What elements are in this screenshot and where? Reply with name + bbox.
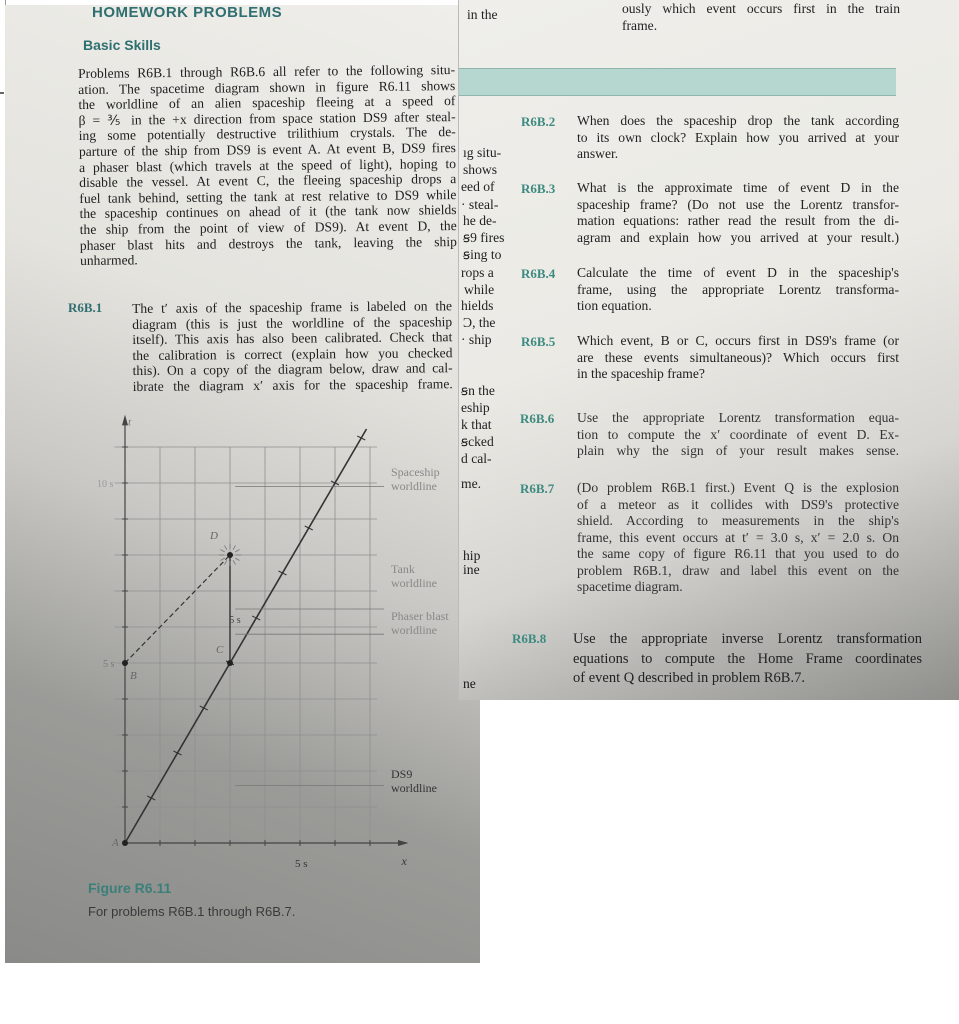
text-line: spaceship frame? (Do not use the Lorentz transfor- xyxy=(577,196,899,212)
text-line: parture of the ship from DS9 is event A. At event B, DS9 fires xyxy=(78,140,456,159)
underlying-page-fragment: me. xyxy=(461,476,482,491)
explosion-burst-icon xyxy=(235,550,239,553)
text-line: the ship from the point of view of DS9). At event D, the xyxy=(79,217,457,237)
underlying-page-fragment: d cal- xyxy=(461,451,492,466)
explosion-burst-icon xyxy=(220,550,224,553)
explosion-burst-icon xyxy=(233,545,236,549)
text-line: the same copy of figure R6.11 that you used to do xyxy=(577,546,899,561)
underlying-page-fragment: he de- xyxy=(463,213,497,228)
text-line: disable the vessel. At event C, the fleeing spaceship drops a xyxy=(79,171,457,191)
explosion-burst-icon xyxy=(220,558,224,561)
underlying-page-fragment: · steal- xyxy=(461,197,499,212)
text-line: phaser blast hits and destroys the tank, leaving the ship xyxy=(79,233,457,253)
text-line: unharmed. xyxy=(79,252,138,269)
underlying-page-fragment: hields xyxy=(461,298,494,313)
problem-number: R6B.6 xyxy=(520,411,555,426)
explosion-burst-icon xyxy=(225,560,228,564)
problem-text xyxy=(577,113,899,163)
text-line: the spaceship continues on ahead of it (the tank now shields xyxy=(79,202,457,222)
spacetime-diagram xyxy=(5,5,475,958)
text-line: are these events simultaneous)? Which occurs first xyxy=(577,349,899,365)
section-title: HOMEWORK PROBLEMS xyxy=(92,5,283,21)
subsection-title: Basic Skills xyxy=(83,37,161,53)
problem-number: R6B.8 xyxy=(512,631,547,646)
underlying-page-fragment: ꞩ9 fires xyxy=(463,230,505,245)
text-line: a phaser blast (which travels at the speed of light), hoping to xyxy=(78,155,457,175)
text-line: problem R6B.1, draw and label this event on the xyxy=(577,562,899,578)
x-tick-label: 5 s xyxy=(295,858,308,870)
text-line: equations to compute the Home Frame coordinates xyxy=(573,650,922,667)
underlying-page-fragment: shows xyxy=(463,162,497,177)
event-label: D xyxy=(210,530,218,542)
text-line: The t′ axis of the spaceship frame is labeled on the xyxy=(132,298,453,316)
underlying-page-fragment: ıg situ- xyxy=(463,145,502,160)
figure-caption: For problems R6B.1 through R6B.7. xyxy=(88,904,296,919)
explosion-burst-icon xyxy=(233,560,236,564)
text-line: β = ⅗ in the +x direction from space station DS9 after steal- xyxy=(78,108,456,128)
text-line: ously which event occurs first in the train xyxy=(622,1,900,16)
underlying-page-fragment: rops a xyxy=(461,265,494,280)
text-line: itself). This axis has also been calibrated. Check that xyxy=(132,329,453,348)
text-line: this). On a copy of the diagram below, draw and cal- xyxy=(132,360,453,379)
text-line: Which event, B or C, occurs first in DS9's frame (or xyxy=(577,333,899,348)
text-line: frame, this event occurs at t′ = 3.0 s, x′ = 2.0 s. On xyxy=(577,529,899,545)
underlying-page-fragment: ꞩn the xyxy=(461,383,495,398)
text-line: answer. xyxy=(577,146,619,161)
text-line: the worldline of an alien spaceship fleeing at a speed of xyxy=(78,93,456,113)
problem-number: R6B.7 xyxy=(520,481,555,496)
problem-text xyxy=(577,410,899,460)
text-line: Calculate the time of event D in the spaceship's xyxy=(577,265,899,280)
underlying-page-fragment: while xyxy=(464,282,495,297)
text-line: shield. According to measurements in the ship's xyxy=(577,513,899,528)
text-line: (Do problem R6B.1 first.) Event Q is the explosion xyxy=(577,480,899,495)
text-line: plain why the sign of your result makes sense. xyxy=(577,443,899,458)
underlying-page-fragment: hip xyxy=(463,548,481,563)
problem-text xyxy=(573,630,922,689)
text-line: agram and explain how you arrived at your result.) xyxy=(577,229,899,245)
page-edge-mark xyxy=(0,92,4,94)
photo-right-page xyxy=(458,0,959,700)
underlying-page-fragment: k that xyxy=(461,417,492,432)
tank-worldline-label: Tank xyxy=(391,562,415,576)
phaser-worldline-label: worldline xyxy=(391,622,437,637)
event-point-c xyxy=(227,660,233,666)
text-line: fuel tank behind, setting the tank at rest relative to DS9 while xyxy=(79,186,457,206)
text-line: diagram (this is just the worldline of the spaceship xyxy=(132,313,453,332)
text-line: Problems R6B.1 through R6B.6 all refer to the following situ- xyxy=(78,62,456,81)
phaser-worldline-label: Phaser blast xyxy=(391,608,449,623)
problem-number: R6B.1 xyxy=(68,300,103,315)
problem-number: R6B.4 xyxy=(521,266,556,281)
photo-left-page xyxy=(5,5,480,963)
underlying-page-fragment: ne xyxy=(463,676,476,691)
problem-text xyxy=(577,333,899,383)
explosion-burst-icon xyxy=(235,558,239,561)
underlying-page-fragment: · ship xyxy=(461,332,492,347)
t-tick-label: 5 s xyxy=(103,659,115,670)
problem-text xyxy=(577,480,899,596)
text-line: Use the appropriate Lorentz transformation equa- xyxy=(577,410,899,425)
text-line: frame, using the appropriate Lorentz transforma- xyxy=(577,281,899,297)
figure-title: Figure R6.11 xyxy=(88,880,172,896)
problem-number: R6B.5 xyxy=(521,334,556,349)
t-tick-label: 10 s xyxy=(97,479,114,490)
text-line: frame. xyxy=(622,18,658,33)
x-axis-label: x xyxy=(401,854,407,868)
text-line: Use the appropriate inverse Lorentz transformation xyxy=(573,631,922,647)
text-line: ibrate the diagram x′ axis for the spaceship frame. xyxy=(132,376,453,394)
text-line: spacetime diagram. xyxy=(577,579,683,594)
ds9-worldline-label: DS9 xyxy=(391,767,413,782)
spaceship-worldline-label: worldline xyxy=(391,478,437,493)
problem-number: R6B.2 xyxy=(521,114,556,129)
problem-text xyxy=(577,180,899,246)
underlying-page-fragment: eship xyxy=(461,400,490,415)
text-line: the calibration is correct (explain how you checked xyxy=(132,344,453,363)
spaceship-worldline-label: Spaceship xyxy=(391,464,440,479)
text-line: tion to compute the x′ coordinate of event D. Ex- xyxy=(577,426,899,442)
event-point-d xyxy=(227,552,233,558)
section-divider-bar xyxy=(459,68,896,96)
text-line: to its own clock? Explain how you arrived at your xyxy=(577,129,899,145)
event-label: C xyxy=(216,644,224,656)
t-axis-label: t xyxy=(128,416,132,429)
spaceship-tick-label: 5 s xyxy=(229,615,241,626)
ds9-worldline-label: worldline xyxy=(391,781,437,796)
text-line: tion equation. xyxy=(577,298,652,313)
tank-worldline-label: worldline xyxy=(391,576,437,590)
text-line: mation equations: rather read the result from the di- xyxy=(577,213,899,228)
x-axis-arrow-icon xyxy=(398,840,409,846)
event-label: A xyxy=(112,837,119,849)
underlying-page-fragment: ꞩing to xyxy=(463,247,502,262)
problem-number: R6B.3 xyxy=(521,181,556,196)
text-line: What is the approximate time of event D in the xyxy=(577,180,899,195)
text-line: of a meteor as it collides with DS9's protective xyxy=(577,496,899,512)
phaser-blast-worldline xyxy=(125,555,230,663)
underlying-page-fragment: eed of xyxy=(461,179,495,194)
text-line: of event Q described in problem R6B.7. xyxy=(573,670,805,686)
text-line: ing some potentially destructive trilithium crystals. The de- xyxy=(78,124,456,144)
event-point-a xyxy=(122,840,128,846)
underlying-page-fragment: Ͻ, the xyxy=(463,315,496,330)
underlying-page-fragment: ine xyxy=(463,562,480,577)
previous-problem-ending xyxy=(622,0,900,34)
spaceship-worldline xyxy=(125,429,367,843)
underlying-page-fragment: ꞩcked xyxy=(461,434,494,449)
text-line: When does the spaceship drop the tank according xyxy=(577,113,899,128)
event-label: B xyxy=(130,670,137,682)
text-line: in the spaceship frame? xyxy=(577,366,705,381)
explosion-burst-icon xyxy=(225,545,228,549)
underlying-page-fragment: in the xyxy=(467,7,498,22)
text-line: ation. The spacetime diagram shown in figure R6.11 shows xyxy=(78,77,456,97)
problem-text xyxy=(577,265,899,315)
event-point-b xyxy=(122,660,128,666)
